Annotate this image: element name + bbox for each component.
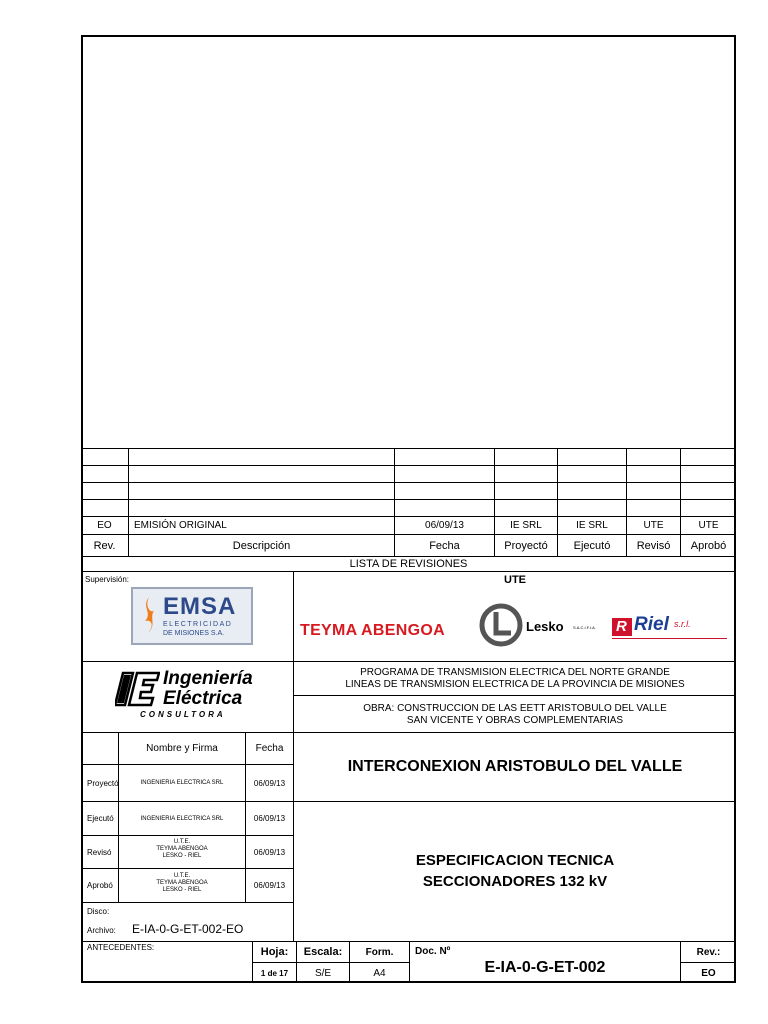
obra-line2: SAN VICENTE Y OBRAS COMPLEMENTARIAS [406,714,624,726]
escala-value: S/E [314,967,332,979]
consultora-line1: Ingeniería [163,668,253,689]
consultora-line2: Eléctrica [163,688,243,709]
hoja-value: 1 de 17 [260,968,289,978]
firma-fecha-ejecuto: 06/09/13 [253,814,286,823]
riel-underline [612,638,727,639]
firma-name-line: LESKO - RIEL [162,853,202,859]
rev-header-proyecto: Proyectó [504,539,548,552]
rev-aprobo: UTE [698,520,719,531]
emsa-logo [131,587,253,645]
rev-ejecuto: IE SRL [576,520,608,531]
firma-name-reviso [119,839,245,860]
rev-label: Rev.: [696,946,721,958]
lesko-logo-icon [479,603,523,647]
firmas-header-fecha: Fecha [255,743,284,754]
spec-title-line1: ESPECIFICACION TECNICA [415,851,615,869]
lesko-logo-text: Lesko [526,619,564,634]
rev-code: EO [97,520,112,531]
firma-role-ejecuto: Ejecutó [87,814,114,823]
form-value: A4 [373,967,386,979]
rev-header-reviso: Revisó [636,539,671,552]
rev-proyecto: IE SRL [510,520,542,531]
spec-title-line2: SECCIONADORES 132 kV [422,872,608,890]
firma-name-line: LESKO - RIEL [162,887,202,893]
rev-value: EO [701,967,716,979]
firma-role-proyecto: Proyectó [87,778,119,788]
antecedentes-label: ANTECEDENTES: [87,943,155,952]
firma-name-line: U.T.E. [173,839,191,845]
rev-header-rev: Rev. [93,539,116,552]
emsa-logo-name: EMSA [163,593,237,620]
obra-line1: OBRA: CONSTRUCCION DE LAS EETT ARISTOBULO DEL VALLE [363,702,667,714]
rev-line [81,571,736,572]
ute-label: UTE [504,574,526,586]
rev-header-ejecuto: Ejecutó [573,539,611,552]
emsa-logo-sub2: DE MISIONES S.A. [163,630,225,637]
firma-name-proyecto: INGENIERIA ELECTRICA SRL [140,780,224,786]
disco-label: Disco: [87,907,110,916]
firma-role-reviso: Revisó [87,847,112,857]
block-line [81,661,736,662]
rev-line [81,482,736,483]
riel-logo-icon: R [612,618,632,636]
rev-reviso: UTE [643,520,664,531]
archivo-value: E-IA-0-G-ET-002-EO [132,922,244,936]
revisions-title: LISTA DE REVISIONES [349,558,468,570]
firma-fecha-aprobo: 06/09/13 [253,881,286,890]
form-label: Form. [365,946,394,958]
firma-role-aprobo: Aprobó [87,881,113,890]
escala-label: Escala: [303,946,343,958]
teyma-abengoa-logo: TEYMA ABENGOA [300,622,445,639]
firma-name-aprobo [119,873,245,894]
emsa-logo-sub1: ELECTRICIDAD [163,621,233,628]
riel-logo-text: Riel [634,614,669,635]
lesko-logo-small: S.A.C.I.F.I.A. [573,625,596,630]
programa-line2: LINEAS DE TRANSMISION ELECTRICA DE LA PROVINCIA DE MISIONES [345,678,685,690]
firma-name-line: TEYMA ABENGOA [156,846,208,852]
rev-line [81,448,736,449]
firma-name-ejecuto: INGENIERIA ELECTRICA SRL [140,815,224,822]
consultora-line3: CONSULTORA [140,710,226,719]
programa-line1: PROGRAMA DE TRANSMISION ELECTRICA DEL NORTE GRANDE [360,666,670,678]
doc-label: Doc. Nº [415,946,451,957]
firma-fecha-proyecto: 06/09/13 [253,778,286,788]
rev-description: EMISIÓN ORIGINAL [134,520,227,531]
firma-name-line: TEYMA ABENGOA [156,880,208,886]
rev-header-aprobo: Aprobó [690,539,727,552]
firma-fecha-reviso: 06/09/13 [253,847,286,857]
rev-line [81,465,736,466]
archivo-label: Archivo: [87,926,116,935]
block-line [293,695,736,696]
rev-date: 06/09/13 [425,520,464,531]
rev-header-fecha: Fecha [429,539,460,552]
rev-header-desc: Descripción [232,539,291,552]
riel-logo-suffix: s.r.l. [674,619,691,629]
firmas-header-nombre: Nombre y Firma [146,743,218,754]
hoja-label: Hoja: [260,946,289,958]
firmas-line [81,902,293,903]
doc-value: E-IA-0-G-ET-002 [484,959,606,976]
firma-name-line: U.T.E. [173,873,191,879]
emsa-flame-icon [139,595,157,635]
ie-logo-icon [115,671,160,707]
supervision-label: Supervisión: [85,575,130,584]
main-title: INTERCONEXION ARISTOBULO DEL VALLE [347,758,683,775]
rev-line [81,499,736,500]
